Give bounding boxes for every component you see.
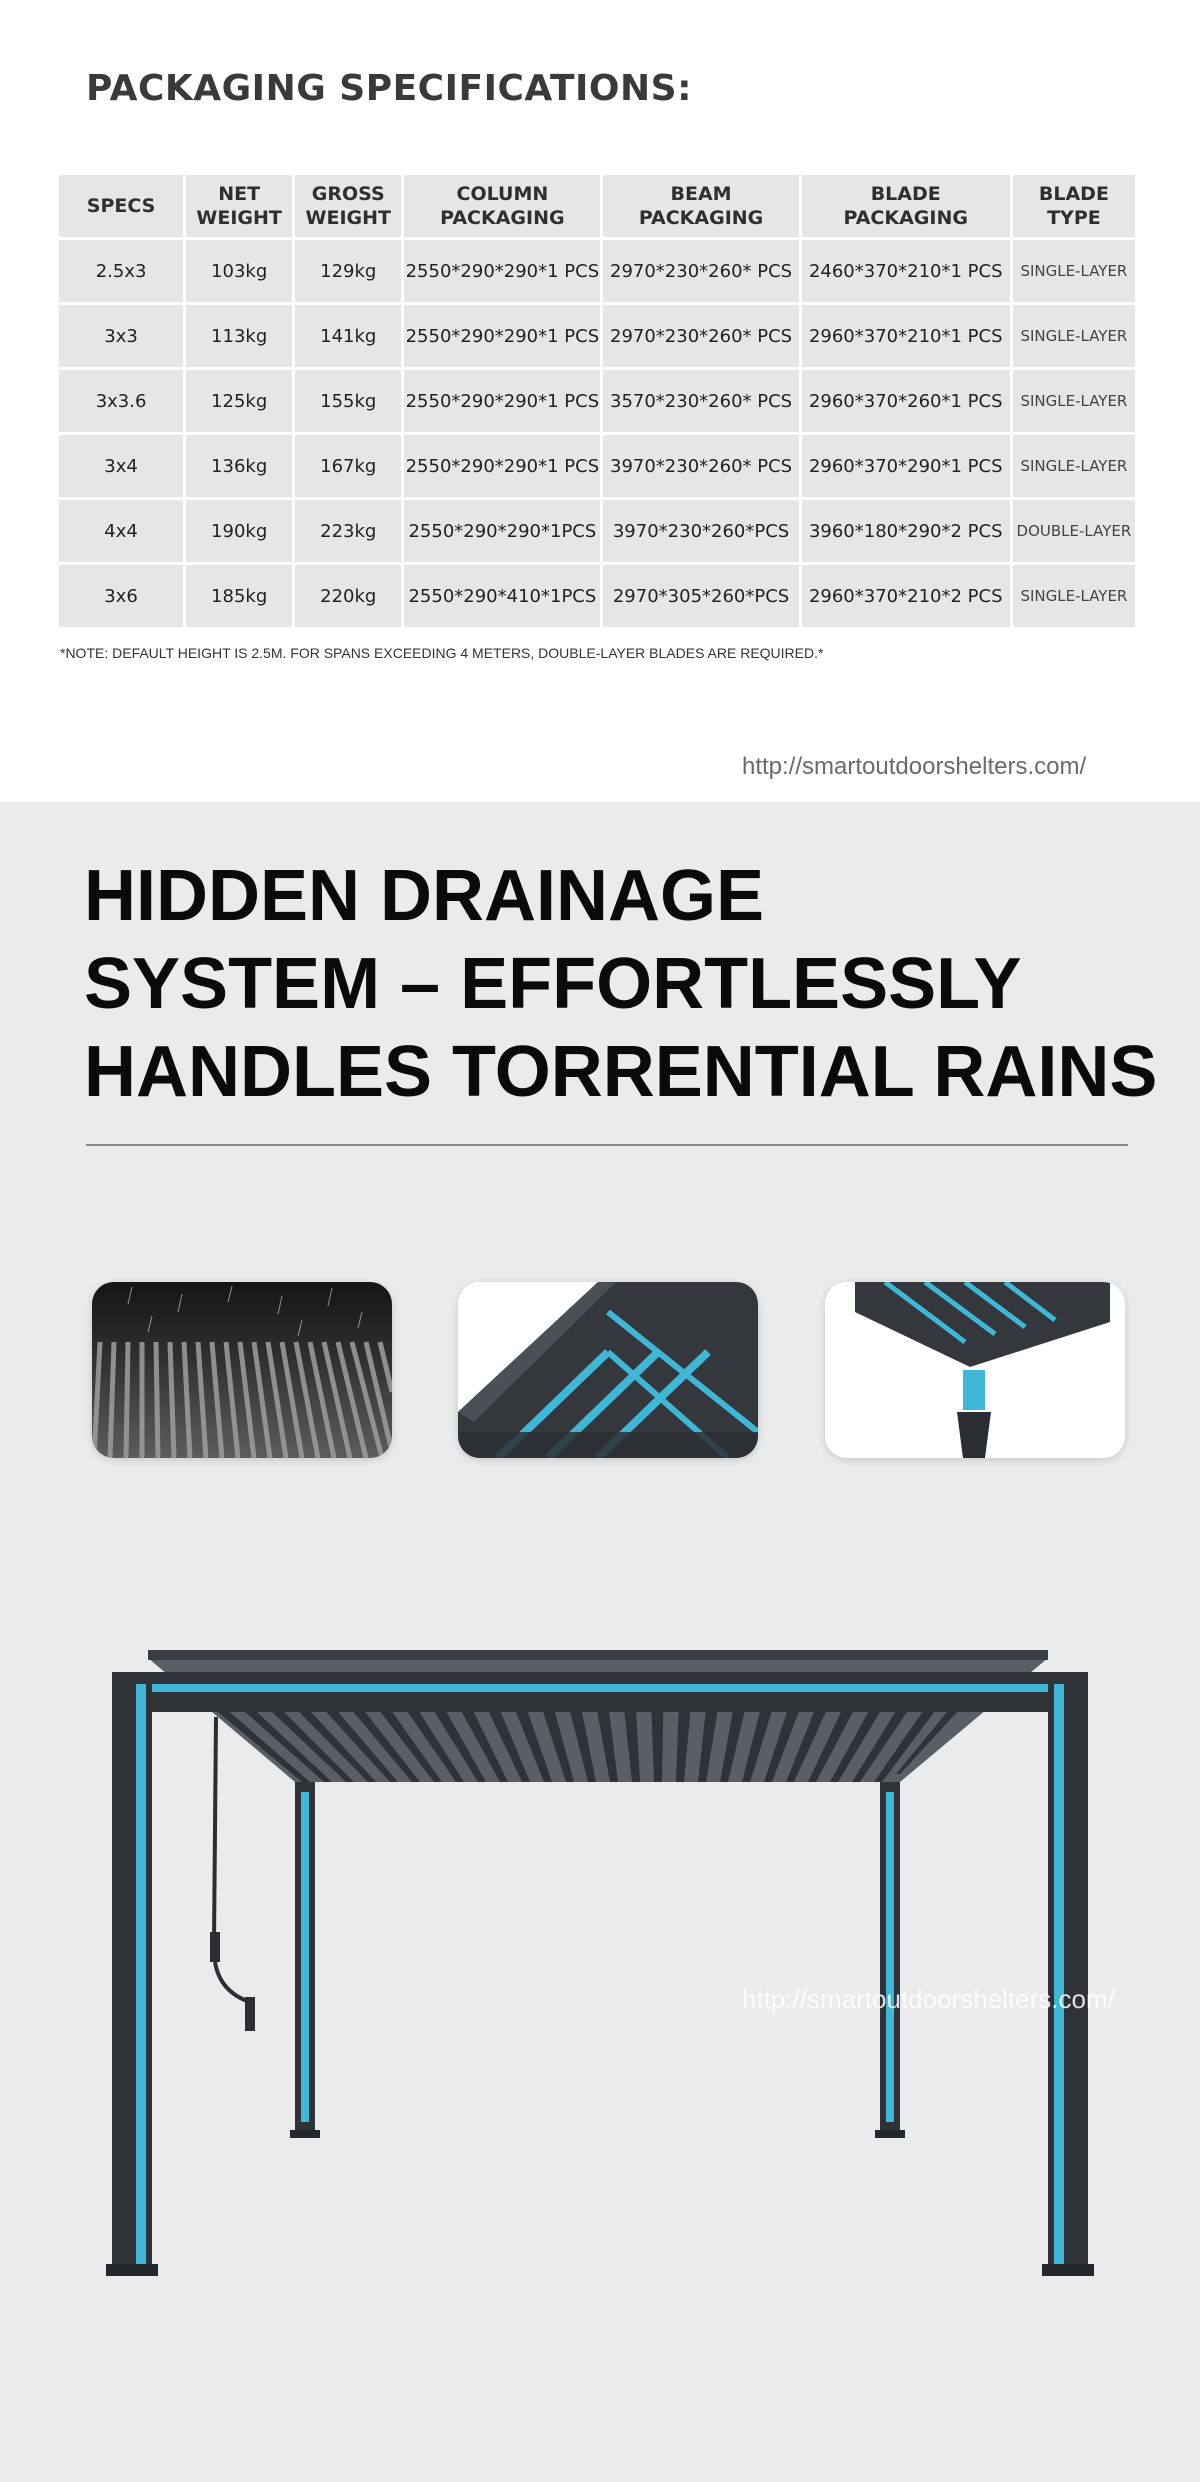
- headline-line-2: SYSTEM – EFFORTLESSLY: [84, 944, 1022, 1024]
- cell-beam-packaging: 2970*230*260* PCS: [603, 240, 798, 302]
- table-row: [59, 370, 1135, 432]
- cell-specs: 3x3.6: [59, 370, 183, 432]
- cell-blade-packaging: 2460*370*210*1 PCS: [802, 240, 1010, 302]
- cell-blade-packaging: 2960*370*210*1 PCS: [802, 305, 1010, 367]
- cell-column-packaging: 2550*290*290*1 PCS: [404, 370, 600, 432]
- cell-net-weight: 185kg: [186, 565, 292, 627]
- cell-beam-packaging: 3570*230*260* PCS: [603, 370, 798, 432]
- cell-blade-type: SINGLE-LAYER: [1013, 565, 1135, 627]
- cell-gross-weight: 129kg: [295, 240, 401, 302]
- header-net-weight: NET WEIGHT: [186, 175, 292, 237]
- cell-blade-packaging: 3960*180*290*2 PCS: [802, 500, 1010, 562]
- cell-specs: 4x4: [59, 500, 183, 562]
- header-specs: SPECS: [59, 175, 183, 237]
- cell-column-packaging: 2550*290*290*1 PCS: [404, 305, 600, 367]
- packaging-section: [0, 0, 1200, 802]
- cell-beam-packaging: 3970*230*260* PCS: [603, 435, 798, 497]
- cell-column-packaging: 2550*290*290*1 PCS: [404, 435, 600, 497]
- header-beam-packaging: BEAM PACKAGING: [603, 175, 798, 237]
- cell-specs: 3x6: [59, 565, 183, 627]
- cell-net-weight: 103kg: [186, 240, 292, 302]
- table-row: [59, 240, 1135, 302]
- packaging-table: [56, 172, 1138, 630]
- cell-beam-packaging: 2970*230*260* PCS: [603, 305, 798, 367]
- cell-blade-type: DOUBLE-LAYER: [1013, 500, 1135, 562]
- cell-beam-packaging: 2970*305*260*PCS: [603, 565, 798, 627]
- cell-blade-type: SINGLE-LAYER: [1013, 305, 1135, 367]
- cell-blade-packaging: 2960*370*260*1 PCS: [802, 370, 1010, 432]
- cell-column-packaging: 2550*290*290*1PCS: [404, 500, 600, 562]
- cell-specs: 3x3: [59, 305, 183, 367]
- headline-line-3: HANDLES TORRENTIAL RAINS: [84, 1032, 1158, 1112]
- pergola-illustration: [100, 1642, 1100, 2302]
- cell-blade-type: SINGLE-LAYER: [1013, 370, 1135, 432]
- cell-gross-weight: 141kg: [295, 305, 401, 367]
- cell-gross-weight: 223kg: [295, 500, 401, 562]
- cell-net-weight: 136kg: [186, 435, 292, 497]
- cell-blade-type: SINGLE-LAYER: [1013, 435, 1135, 497]
- cell-column-packaging: 2550*290*290*1 PCS: [404, 240, 600, 302]
- cell-blade-packaging: 2960*370*210*2 PCS: [802, 565, 1010, 627]
- cell-net-weight: 113kg: [186, 305, 292, 367]
- cell-blade-type: SINGLE-LAYER: [1013, 240, 1135, 302]
- header-blade-packaging: BLADE PACKAGING: [802, 175, 1010, 237]
- cell-specs: 2.5x3: [59, 240, 183, 302]
- table-row: [59, 565, 1135, 627]
- cell-gross-weight: 155kg: [295, 370, 401, 432]
- headline-line-1: HIDDEN DRAINAGE: [84, 856, 765, 936]
- rain-louver-thumbnail: [92, 1282, 392, 1458]
- watermark-url: http://smartoutdoorshelters.com/: [742, 1984, 1115, 2014]
- cell-net-weight: 190kg: [186, 500, 292, 562]
- table-row: [59, 435, 1135, 497]
- drainage-headline: [84, 852, 1158, 1116]
- cell-beam-packaging: 3970*230*260*PCS: [603, 500, 798, 562]
- header-blade-type: BLADE TYPE: [1013, 175, 1135, 237]
- cell-gross-weight: 167kg: [295, 435, 401, 497]
- cell-column-packaging: 2550*290*410*1PCS: [404, 565, 600, 627]
- headline-divider: [86, 1144, 1128, 1146]
- header-column-packaging: COLUMN PACKAGING: [404, 175, 600, 237]
- column-drain-thumbnail: [825, 1282, 1125, 1458]
- cell-specs: 3x4: [59, 435, 183, 497]
- table-header-row: [59, 175, 1135, 237]
- cell-net-weight: 125kg: [186, 370, 292, 432]
- packaging-note: *NOTE: DEFAULT HEIGHT IS 2.5M. FOR SPANS EXCEEDING 4 METERS, DOUBLE-LAYER BLADES ARE REQUIRED.*: [60, 645, 824, 661]
- cell-blade-packaging: 2960*370*290*1 PCS: [802, 435, 1010, 497]
- cell-gross-weight: 220kg: [295, 565, 401, 627]
- table-row: [59, 305, 1135, 367]
- site-url[interactable]: http://smartoutdoorshelters.com/: [742, 753, 1087, 780]
- table-row: [59, 500, 1135, 562]
- header-gross-weight: GROSS WEIGHT: [295, 175, 401, 237]
- packaging-heading: PACKAGING SPECIFICATIONS:: [86, 68, 692, 109]
- gutter-corner-thumbnail: [458, 1282, 758, 1458]
- drainage-section: [0, 802, 1200, 2482]
